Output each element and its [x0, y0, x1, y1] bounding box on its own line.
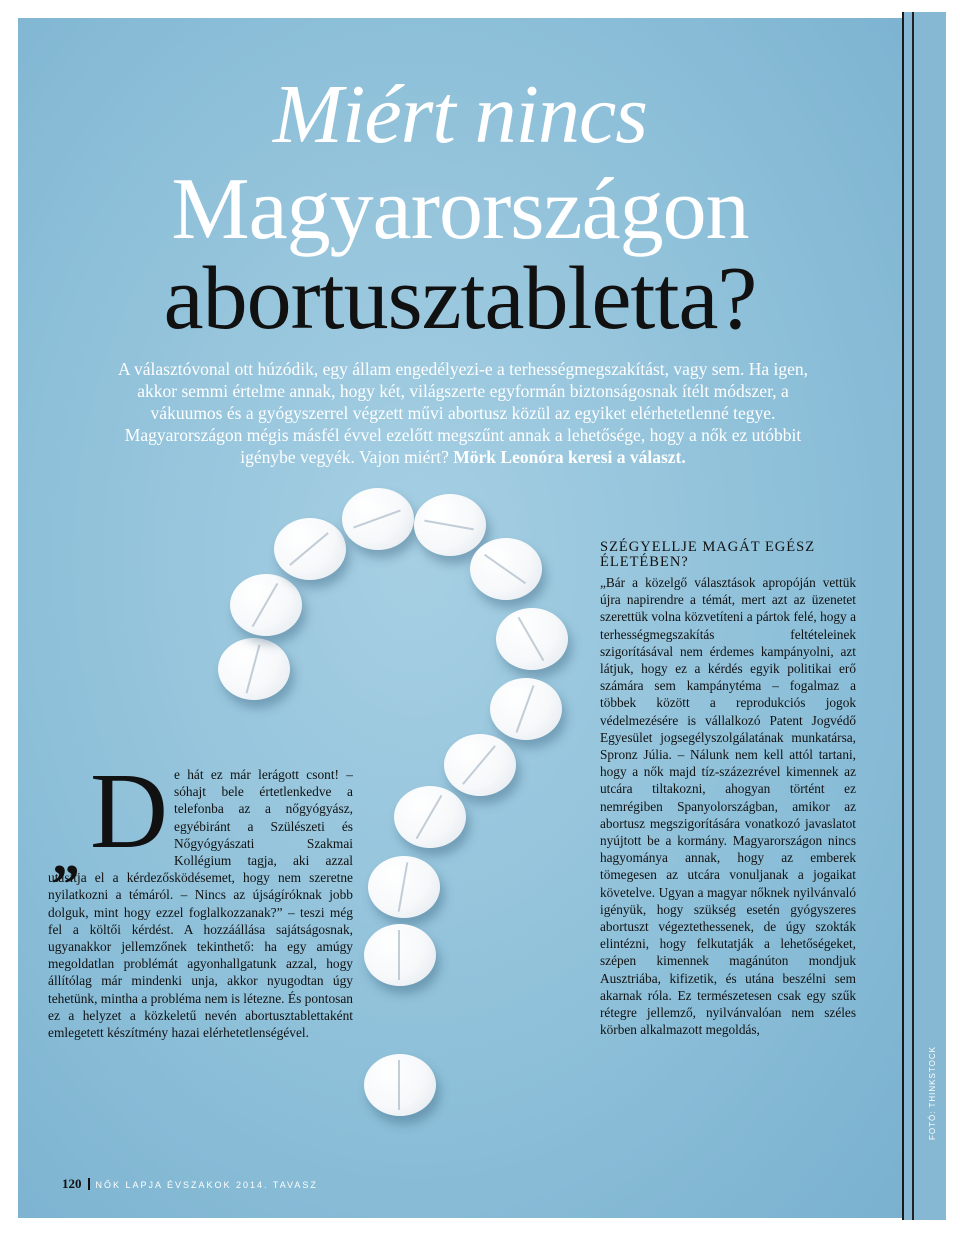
- opening-quote-mark: „: [52, 825, 80, 887]
- pill-icon: [490, 678, 562, 740]
- pill-icon: [444, 734, 516, 796]
- spine-line: [912, 12, 914, 1220]
- sidebar-title: SZÉGYELLJE MAGÁT EGÉSZ ÉLETÉBEN?: [600, 539, 816, 570]
- page-spine: [902, 12, 946, 1220]
- pill-icon: [470, 538, 542, 600]
- pill-icon: [414, 494, 486, 556]
- pill-icon: [368, 856, 440, 918]
- pill-icon: [230, 574, 302, 636]
- left-column-body: e hát ez már lerágott csont! – sóhajt bele értetlenkedve a telefonba az a nőgyógyász, egyébiránt a Szülészeti és Nőgyógyászati Szakmai Kollégium tagja, aki azzal utasítja el a kérdezősködésemet, hogy nem szeretne nyilatkozni a témáról. – Nincs az újságíróknak jobb dolguk, mint hogy ezzel foglalkozzanak?” – teszi még fel a költői kérdést. A hozzáállása sajátságosnak, ugyanakkor jellemzőnek tekinthető: ha egy amúgy megoldatlan problémát agyonhallgatunk azzal, hogy állítólag már mindenki unja, akkor nyugodtan úgy tehetünk, mintha a probléma nem is létezne. És pontosan ez a helyzet a közkeletű nevén abortusztablettaként emlegetett készítmény hazai elérhetetlenségével.: [48, 767, 353, 1041]
- pill-icon: [342, 488, 414, 550]
- footer-divider: [88, 1178, 90, 1190]
- page-number: 120: [62, 1176, 82, 1191]
- lead-paragraph: [104, 358, 822, 468]
- sidebar-column: [600, 540, 856, 1038]
- headline-line-2: Magyarországon: [171, 161, 749, 258]
- headline-line-1: Miért nincs: [273, 68, 647, 161]
- drop-cap: D: [90, 752, 168, 871]
- pill-icon: [364, 1054, 436, 1116]
- pill-icon: [218, 638, 290, 700]
- pill-icon: [394, 786, 466, 848]
- magazine-page: [18, 18, 902, 1218]
- left-column-text: [48, 752, 353, 1041]
- lead-author: Mörk Leonóra keresi a választ.: [453, 447, 686, 467]
- publication-name: NŐK LAPJA ÉVSZAKOK 2014. TAVASZ: [95, 1180, 318, 1190]
- sidebar-body: „Bár a közelgő választások apropóján vettük újra napirendre a témát, mert azt az üzenetet szerettük volna közvetíteni a pártok felé, hogy a terhességmegszakítás feltételeinek szigorításával nem érdemes kampányolni, azt látjuk, hogy ez a kérdés egyik politikai erő számára sem kampánytéma – fogalmaz a többek között a reprodukciós jogok védelmezésére is vállalkozó Patent Jogvédő Egyesület jogsegélyszolgálatának munkatársa, Spronz Júlia. – Nálunk nem kell attól tartani, hogy a nők majd tíz-százezrével kimennek az utcára tiltakozni, ahogyan történt ez nemrégiben Spanyolországban, amikor az abortusz megszigorítására vonatkozó javaslatot nyújtott be a kormány. Magyarországon nincs hagyománya annak, hogy az emberek tömegesen az utcára vonuljanak a jogaikat követelve. Ugyan a magyar nőknek nyilvánvaló igényük, hogy szükség esetén gyógyszeres abortuszt végeztethessenek, de úgy szokták elintézni, hogy felkutatják a lehetőségeket, szépen kimennek magánúton mondjuk Ausztriába, kifizetik, és utána beszélni sem akarnak róla. Ez természetesen csak egy szűk rétegre jellemző, nyilvánvalóan nem széles körben alkalmazott megoldás,: [600, 575, 856, 1038]
- headline-line-3: abortusztabletta?: [163, 249, 757, 348]
- lead-text: A választóvonal ott húzódik, egy állam engedélyezi-e a terhességmegszakítást, vagy sem. Ha igen, akkor semmi értelme annak, hogy két, világszerte egyformán biztonságosnak ítélt módszer, a vákuumos és a gyógyszerrel végzett művi abortusz közül az egyiket elérhetetlenné tegye. Magyarországon mégis másfél évvel ezelőtt megszűnt annak a lehetősége, hogy a nők ez utóbbit igénybe vegyék. Vajon miért?: [117, 359, 809, 467]
- pill-icon: [274, 518, 346, 580]
- page-footer: [62, 1176, 318, 1192]
- photo-credit: FOTÓ: THINKSTOCK: [928, 1046, 937, 1140]
- pill-icon: [364, 924, 436, 986]
- pill-icon: [496, 608, 568, 670]
